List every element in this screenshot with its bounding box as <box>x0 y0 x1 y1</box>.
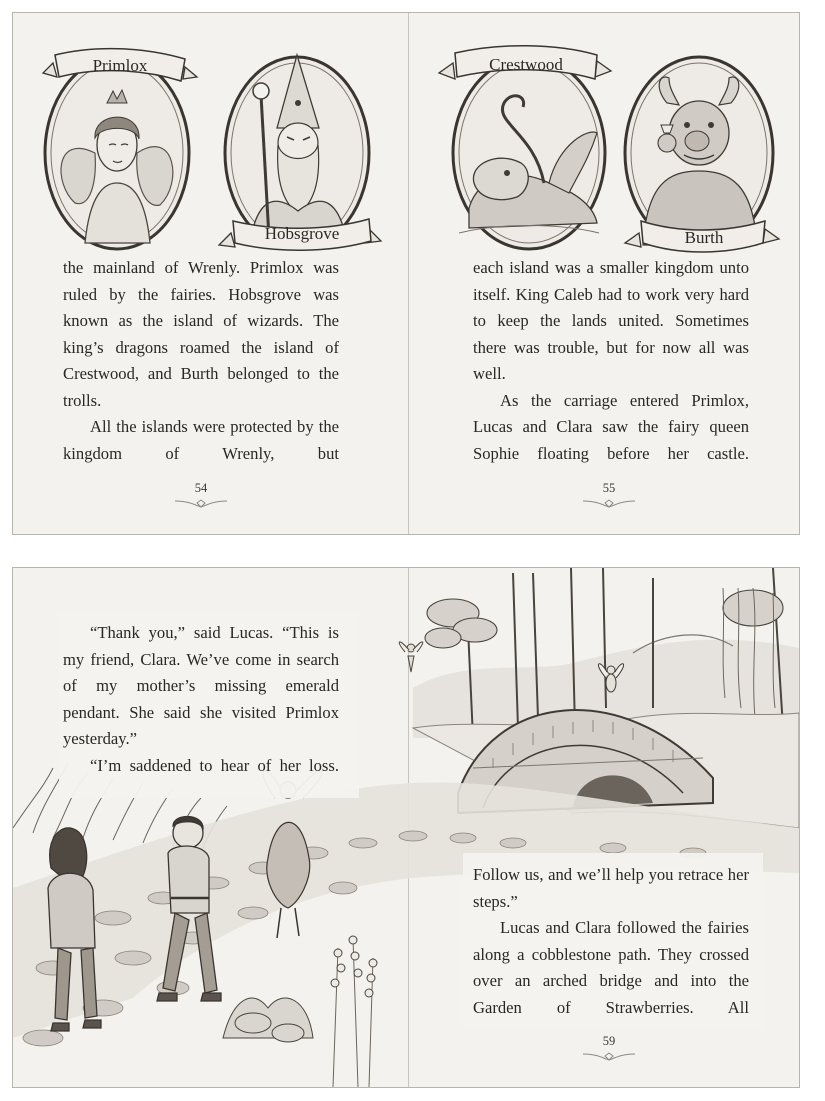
page-ornament-icon <box>171 497 231 509</box>
page-54 <box>13 13 407 534</box>
page-58 <box>13 568 407 1087</box>
crestwood-portrait-icon <box>453 57 605 249</box>
paragraph: “I’m saddened to hear of her loss. <box>90 755 339 775</box>
crestwood-banner-label: Crestwood <box>489 55 563 74</box>
burth-banner-label: Burth <box>684 228 724 247</box>
portraits-illustration-left <box>35 33 385 258</box>
page-ornament-icon <box>579 497 639 509</box>
page-55-text <box>473 255 749 467</box>
paragraph: each island was a smaller kingdom unto itself. King Caleb had to work very hard to keep the lands united. Sometimes there was trouble, but for now all was well. <box>473 258 749 383</box>
paragraph: All the islands were protected by the kingdom of Wrenly, but <box>63 417 339 463</box>
book-spread-top <box>12 12 800 535</box>
page-number: 54 <box>194 481 208 495</box>
page-59 <box>409 568 803 1087</box>
hobsgrove-banner-label: Hobsgrove <box>264 224 340 243</box>
paragraph: As the carriage entered Primlox, Lucas and Clara saw the fairy queen Sophie floating before her castle. <box>473 390 749 463</box>
page-59-text <box>473 862 749 1021</box>
paragraph: Lucas and Clara followed the fairies along a cobblestone path. They crossed over an arched bridge and into the Garden of Strawberries. All <box>473 918 749 1017</box>
paragraph: Follow us, and we’ll help you retrace her steps.” <box>473 865 749 911</box>
paragraph: the mainland of Wrenly. Primlox was ruled by the fairies. Hobsgrove was known as the island of wizards. The king’s dragons roamed the island of Crestwood, and Burth belonged to the trolls. <box>63 258 339 410</box>
page-58-text <box>63 620 339 779</box>
primlox-portrait-icon <box>45 57 189 249</box>
portraits-illustration-right <box>429 33 789 258</box>
primlox-banner-label: Primlox <box>92 56 148 75</box>
page-54-text <box>63 255 339 467</box>
page-ornament-icon <box>579 1050 639 1062</box>
page-number: 55 <box>602 481 616 495</box>
book-spread-bottom <box>12 567 800 1088</box>
burth-portrait-icon <box>625 57 773 249</box>
page-number: 59 <box>602 1034 616 1048</box>
page-55 <box>409 13 803 534</box>
paragraph: “Thank you,” said Lucas. “This is my friend, Clara. We’ve come in search of my mother’s missing emerald pendant. She said she visited Primlox yesterday.” <box>63 623 339 748</box>
hobsgrove-portrait-icon <box>225 55 369 249</box>
